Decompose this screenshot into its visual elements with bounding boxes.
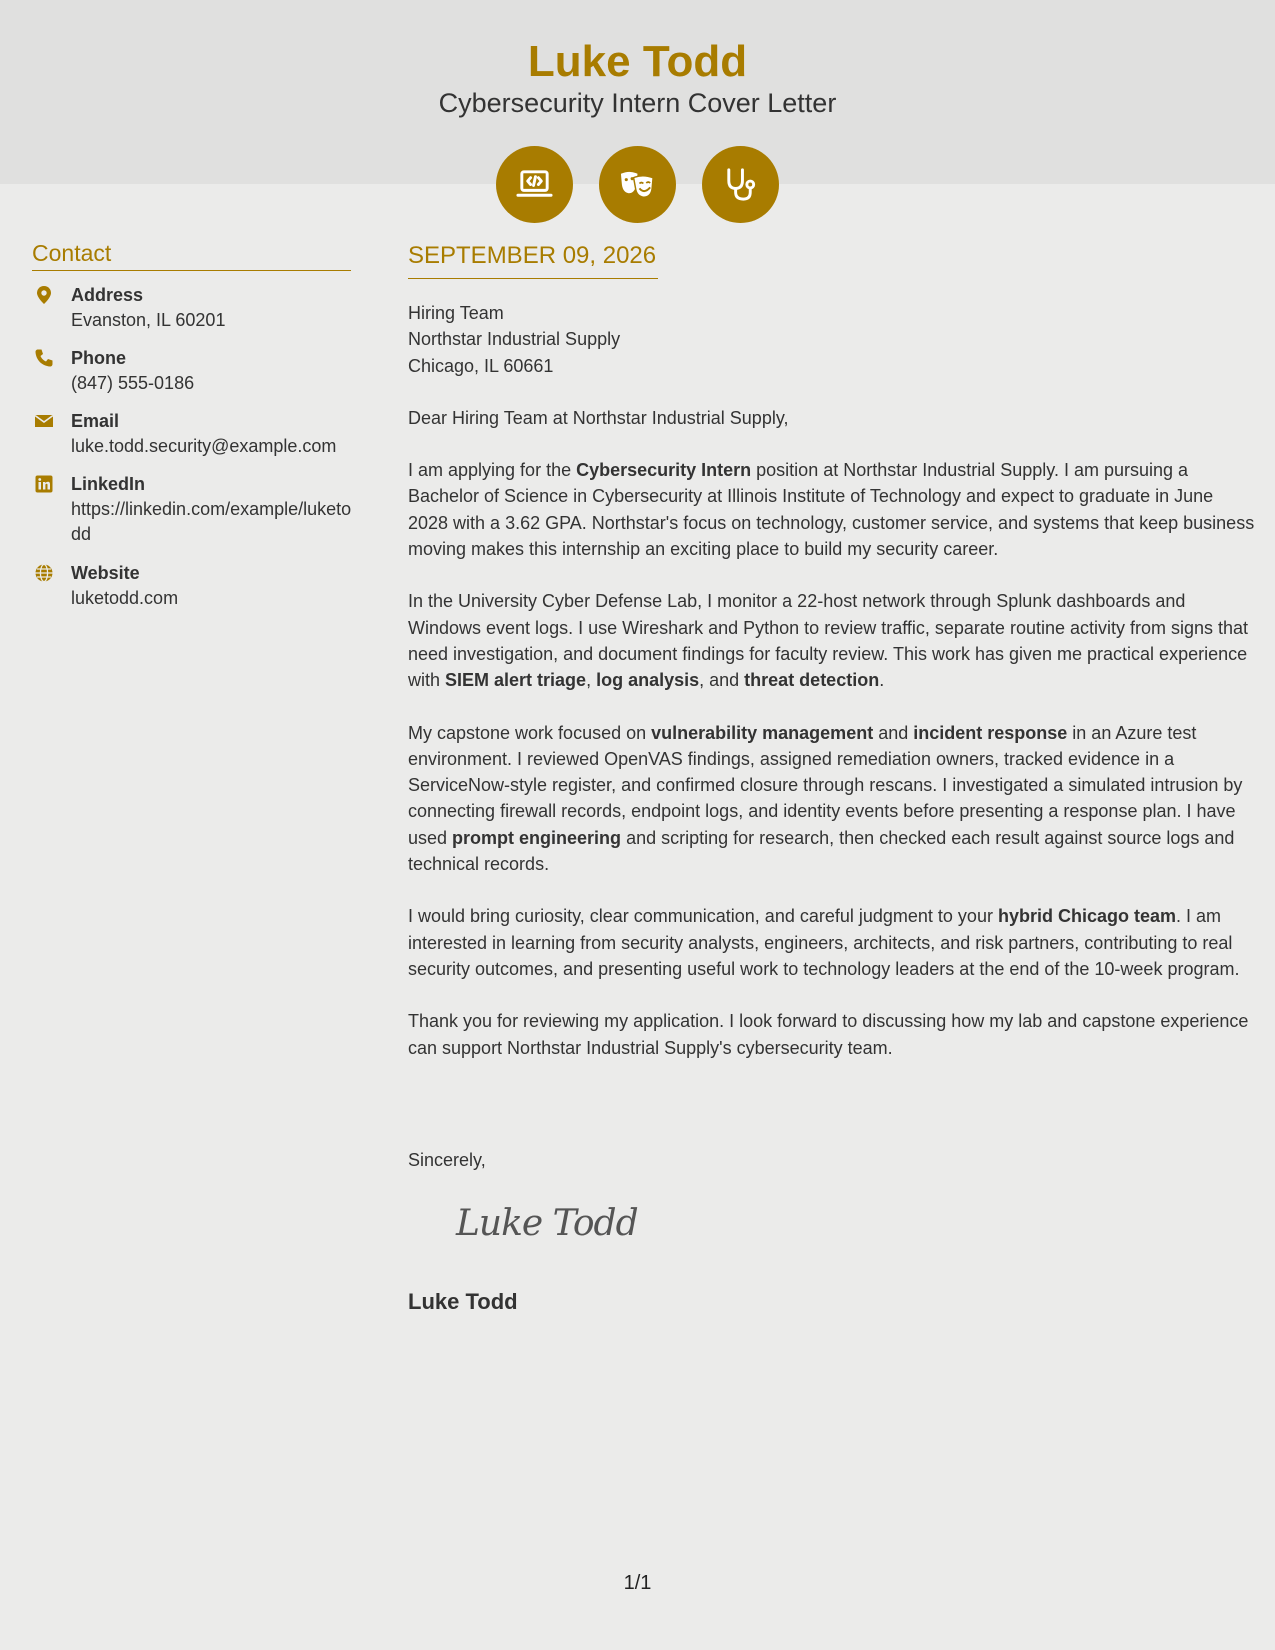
recipient-line: Hiring Team	[408, 303, 504, 323]
map-pin-icon	[34, 285, 54, 305]
phone-label: Phone	[71, 348, 127, 368]
letter-body	[408, 300, 1256, 1087]
paragraph-thanks: Thank you for reviewing my application. I look forward to discussing how my lab and capstone experience can support Northstar Industrial Supply's cybersecurity team.	[408, 1011, 1249, 1058]
handwritten-signature: Luke Todd	[456, 1203, 638, 1244]
paragraph-intro: I am applying for the Cybersecurity Intern position at Northstar Industrial Supply. I am pursuing a Bachelor of Science in Cybersecurity at Illinois Institute of Technology and expect to graduate in June 2028 with a 3.62 GPA. Northstar's focus on technology, customer service, and systems that keep business moving makes this internship an exciting place to build my security career.	[408, 460, 1255, 560]
salutation: Dear Hiring Team at Northstar Industrial Supply,	[408, 407, 789, 428]
signed-name: Luke Todd	[408, 1289, 518, 1314]
contact-heading: Contact	[32, 238, 351, 271]
linkedin-value[interactable]: https://linkedin.com/example/luketodd	[71, 499, 352, 544]
paragraph-lab: In the University Cyber Defense Lab, I monitor a 22-host network through Splunk dashboards and Windows event logs. I use Wireshark and Python to review traffic, separate routine activity from signs that need investigation, and document findings for faculty review. This work has given me practical experience with SIEM alert triage, log analysis, and threat detection.	[408, 591, 1249, 691]
linkedin-icon	[34, 474, 54, 494]
applicant-name: Luke Todd	[527, 37, 748, 86]
paragraph-capstone: My capstone work focused on vulnerability management and incident response in an Azure test environment. I reviewed OpenVAS findings, assigned remediation owners, tracked evidence in a ServiceNow-style register, and confirmed closure through rescans. I investigated a simulated intrusion by connecting firewall records, endpoint logs, and identity events before presenting a response plan. I have used prompt engineering and scripting for research, then checked each result against source logs and technical records.	[408, 722, 1243, 875]
paragraph-team: I would bring curiosity, clear communication, and careful judgment to your hybrid Chicago team. I am interested in learning from security analysts, engineers, architects, and risk partners, contributing to real security outcomes, and presenting useful work to technology leaders at the end of the 10-week program.	[408, 906, 1240, 979]
address-value: Evanston, IL 60201	[71, 310, 226, 330]
stethoscope-icon	[702, 146, 779, 223]
envelope-icon	[34, 411, 54, 431]
email-label: Email	[71, 411, 120, 431]
letter-date: SEPTEMBER 09, 2026	[408, 240, 658, 279]
header-icons	[496, 146, 780, 223]
laptop-code-icon	[496, 146, 573, 223]
website-value[interactable]: luketodd.com	[71, 588, 179, 608]
recipient-line: Northstar Industrial Supply	[408, 329, 621, 350]
document-subtitle: Cybersecurity Intern Cover Letter	[438, 88, 837, 118]
linkedin-label: LinkedIn	[71, 474, 146, 494]
email-value[interactable]: luke.todd.security@example.com	[71, 436, 337, 456]
address-label: Address	[71, 285, 144, 305]
phone-icon	[34, 348, 54, 368]
theater-masks-icon	[599, 146, 676, 223]
phone-value: (847) 555-0186	[71, 373, 195, 393]
recipient-line: Chicago, IL 60661	[408, 355, 554, 376]
globe-icon	[34, 563, 54, 583]
recipient-block	[408, 300, 1256, 379]
website-label: Website	[71, 563, 140, 583]
page-number: 1/1	[623, 1572, 652, 1594]
closing: Sincerely,	[408, 1150, 486, 1170]
